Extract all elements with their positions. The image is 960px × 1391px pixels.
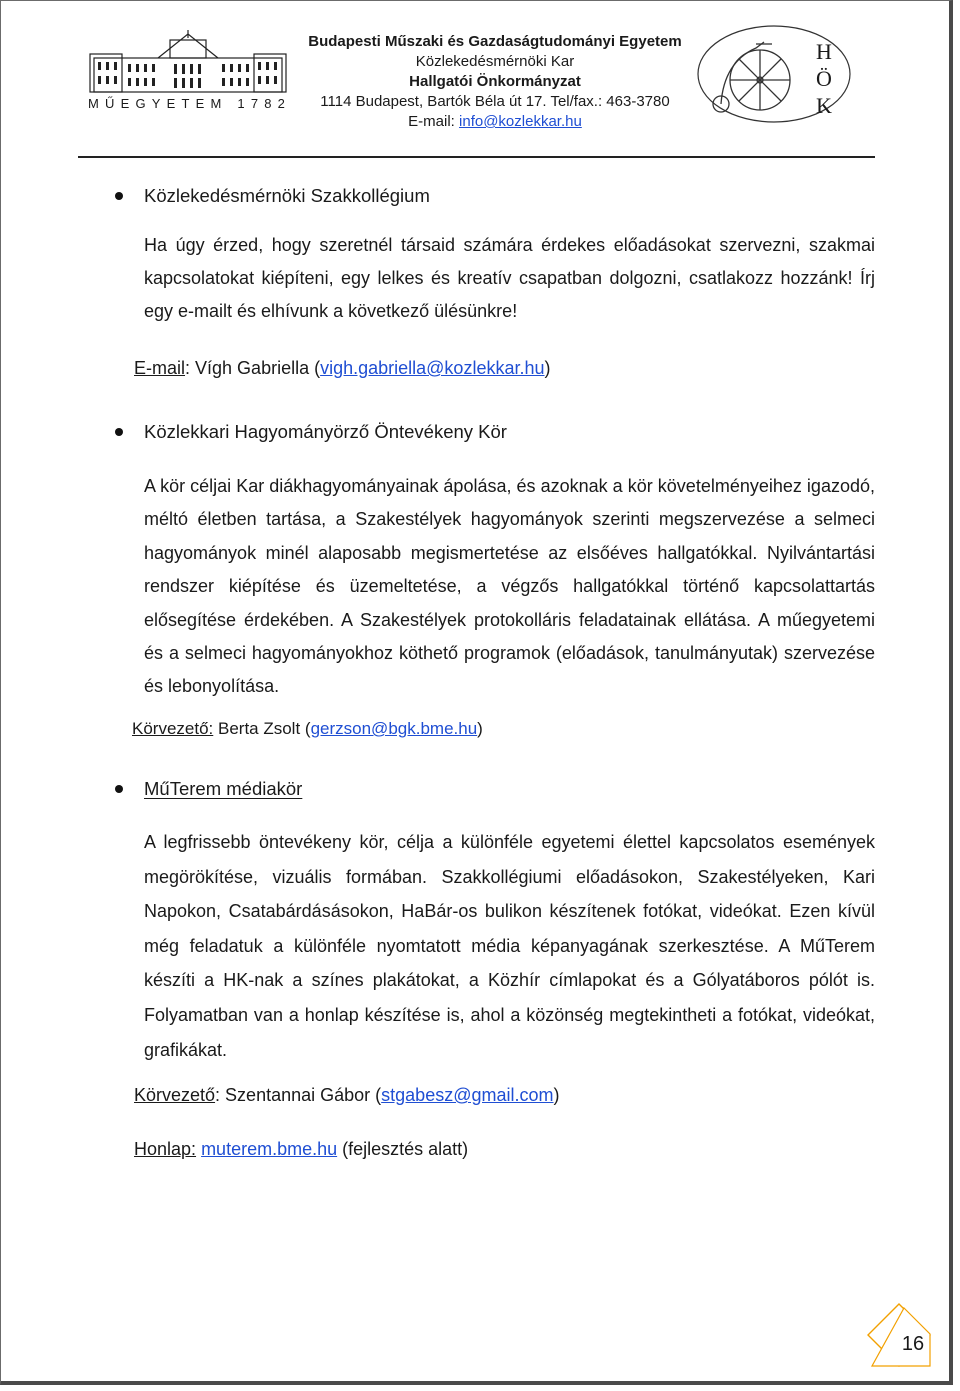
hok-logo	[694, 22, 854, 126]
contact-name: Vígh Gabriella (	[195, 358, 321, 378]
hok-letter-o: Ö	[816, 66, 832, 91]
section-paragraph-hagyomanyorzo: A kör céljai Kar diákhagyományainak ápolása, és azoknak a kör követelményeihez igazodó, méltó életben tartása, a Szakestélyek hagyományok szerinti megszervezése a selmeci hagyományok minél alaposabb megismertetése az elsőéves hallgatókkal. Nyilvántartási rendszer kiépítése és üzemeltetése, a végzős hallgatókkal történő kapcsolattartás elősegítése érdekében. A Szakestélyek protokolláris feladatainak ellátása. A műegyetemi és a selmeci hagyományokhoz köthető programok (előadások, tanulmányutak) szervezése és lebonyolítása.	[144, 476, 875, 697]
section-paragraph-muterem: A legfrissebb öntevékeny kör, célja a különféle egyetemi élettel kapcsolatos események megörökítése, vizuális formában. Szakkollégiumi előadásokon, Szakestélyeken, Kari Napokon, Csatabárdásásokon, HaBár-os bulikon készítenek fotókat, videókat. Ezen kívül még feladatuk a különféle nyomtatott média képanyagának szerkesztése. A MűTerem készíti a HK-nak a színes plakátokat, a Közhír címlapokat és a Gólyatáboros pólót is. Folyamatban van a honlap készítése is, ahol a közönség megtekintheti a fotókat, videókat, grafikákat.	[144, 832, 875, 1060]
homepage-note: (fejlesztés alatt)	[337, 1139, 469, 1159]
hok-letters	[816, 38, 832, 119]
contact-label: Körvezető	[134, 1085, 216, 1105]
bullet-icon	[115, 785, 123, 793]
header-divider	[78, 156, 875, 158]
address-line: 1114 Budapest, Bartók Béla út 17. Tel/fax.: 463-3780	[320, 93, 670, 110]
hok-letter-h: H	[816, 39, 832, 64]
section-paragraph-szakkollegium: Ha úgy érzed, hogy szeretnél társaid számára érdekes előadásokat szervezni, szakmai kapcsolatokat kiépíteni, egy lelkes és kreatív csapatban dolgozni, csatlakozz hozzánk! Írj egy e-mailt és elhívunk a következő ülésünkre!	[144, 235, 875, 321]
faculty-name: Közlekedésmérnöki Kar	[415, 53, 575, 70]
email-label: E-mail:	[408, 113, 460, 130]
hok-letter-k: K	[816, 93, 832, 118]
organization-name: Hallgatói Önkormányzat	[409, 73, 581, 90]
section-title-hagyomanyorzo: Közlekkari Hagyományörző Öntevékeny Kör	[144, 421, 507, 442]
homepage-link[interactable]: muterem.bme.hu	[201, 1139, 338, 1159]
contact-label: E-mail	[134, 358, 186, 378]
contact-name: : Szentannai Gábor (	[215, 1085, 382, 1105]
university-name: Budapesti Műszaki és Gazdaságtudományi Egyetem	[308, 33, 682, 50]
contact-email-link[interactable]: gerzson@bgk.bme.hu	[310, 719, 478, 738]
contact-separator: :	[185, 358, 196, 378]
contact-label: Körvezető:	[132, 719, 214, 738]
contact-close: )	[544, 358, 551, 378]
contact-email-link[interactable]: stgabesz@gmail.com	[381, 1085, 554, 1105]
contact-email-link[interactable]: vigh.gabriella@kozlekkar.hu	[320, 358, 545, 378]
contact-close: )	[553, 1085, 560, 1105]
page-number: 16	[901, 1333, 925, 1355]
university-logo-text: MŰEGYETEM 1782	[88, 96, 292, 111]
homepage-line	[134, 1137, 468, 1161]
homepage-label: Honlap:	[134, 1139, 197, 1159]
section-title-muterem: MűTerem médiakör	[144, 778, 303, 799]
contact-close: )	[477, 719, 483, 738]
contact-name: Berta Zsolt (	[213, 719, 311, 738]
bullet-icon	[115, 192, 123, 200]
contact-line-szakkollegium	[134, 356, 551, 380]
header-email-link[interactable]: info@kozlekkar.hu	[459, 113, 582, 130]
bullet-icon	[115, 428, 123, 436]
contact-line-hagyomanyorzo	[132, 717, 483, 741]
contact-line-muterem	[134, 1083, 560, 1107]
section-title-szakkollegium: Közlekedésmérnöki Szakkollégium	[144, 185, 430, 206]
